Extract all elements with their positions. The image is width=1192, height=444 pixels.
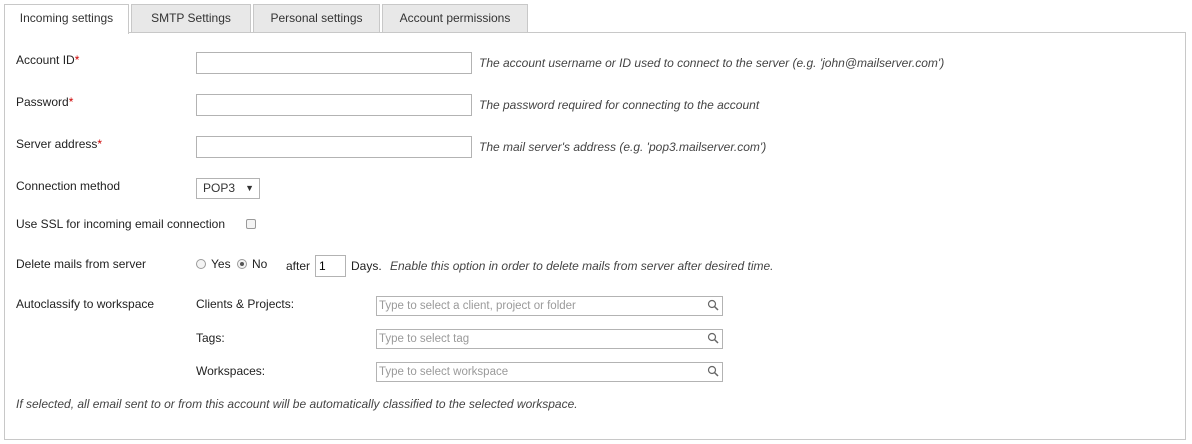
magnifier-icon bbox=[707, 299, 719, 311]
account-id-input[interactable] bbox=[196, 52, 472, 74]
magnifier-icon bbox=[707, 365, 719, 377]
password-label: Password* bbox=[16, 95, 74, 109]
clients-projects-search[interactable] bbox=[376, 296, 723, 316]
after-label: after bbox=[286, 259, 311, 273]
autoclassify-note: If selected, all email sent to or from this account will be automatically classified to the selected workspace. bbox=[16, 397, 578, 411]
connection-method-label: Connection method bbox=[16, 179, 121, 193]
tags-label: Tags: bbox=[196, 331, 225, 345]
clients-projects-label: Clients & Projects: bbox=[196, 297, 295, 311]
delete-days-input[interactable] bbox=[315, 255, 346, 277]
connection-method-value: POP3 bbox=[203, 181, 236, 195]
workspaces-search[interactable] bbox=[376, 362, 723, 382]
magnifier-icon bbox=[707, 332, 719, 344]
password-input[interactable] bbox=[196, 94, 472, 116]
tab-incoming-settings[interactable]: Incoming settings bbox=[4, 4, 129, 34]
tab-smtp-settings[interactable]: SMTP Settings bbox=[131, 4, 251, 32]
clients-projects-placeholder: Type to select a client, project or folder bbox=[379, 300, 576, 312]
tags-search[interactable] bbox=[376, 329, 723, 349]
account-id-label: Account ID* bbox=[16, 53, 80, 67]
server-address-hint: The mail server's address (e.g. 'pop3.mailserver.com') bbox=[479, 140, 767, 154]
delete-mails-hint: Enable this option in order to delete mails from server after desired time. bbox=[390, 259, 774, 273]
use-ssl-checkbox[interactable] bbox=[246, 219, 256, 229]
days-label: Days. bbox=[351, 259, 382, 273]
tags-placeholder: Type to select tag bbox=[379, 333, 470, 345]
delete-no-label: No bbox=[252, 257, 268, 271]
required-mark: * bbox=[68, 95, 74, 109]
workspaces-label: Workspaces: bbox=[196, 364, 266, 378]
workspaces-placeholder: Type to select workspace bbox=[379, 366, 509, 378]
connection-method-select[interactable] bbox=[196, 178, 260, 199]
server-address-label: Server address* bbox=[16, 137, 103, 151]
server-address-input[interactable] bbox=[196, 136, 472, 158]
delete-mails-label: Delete mails from server bbox=[16, 257, 147, 271]
tab-account-permissions[interactable]: Account permissions bbox=[382, 4, 528, 32]
tab-personal-settings[interactable]: Personal settings bbox=[253, 4, 380, 32]
required-mark: * bbox=[74, 53, 80, 67]
use-ssl-label: Use SSL for incoming email connection bbox=[16, 217, 225, 231]
required-mark: * bbox=[97, 137, 103, 151]
delete-yes-radio[interactable] bbox=[196, 259, 206, 269]
dropdown-arrow-icon: ▼ bbox=[245, 183, 254, 193]
account-id-hint: The account username or ID used to connect to the server (e.g. 'john@mailserver.com') bbox=[479, 56, 945, 70]
autoclassify-label: Autoclassify to workspace bbox=[16, 297, 155, 311]
delete-no-radio[interactable] bbox=[237, 259, 247, 269]
password-hint: The password required for connecting to the account bbox=[479, 98, 760, 112]
delete-yes-label: Yes bbox=[211, 257, 231, 271]
